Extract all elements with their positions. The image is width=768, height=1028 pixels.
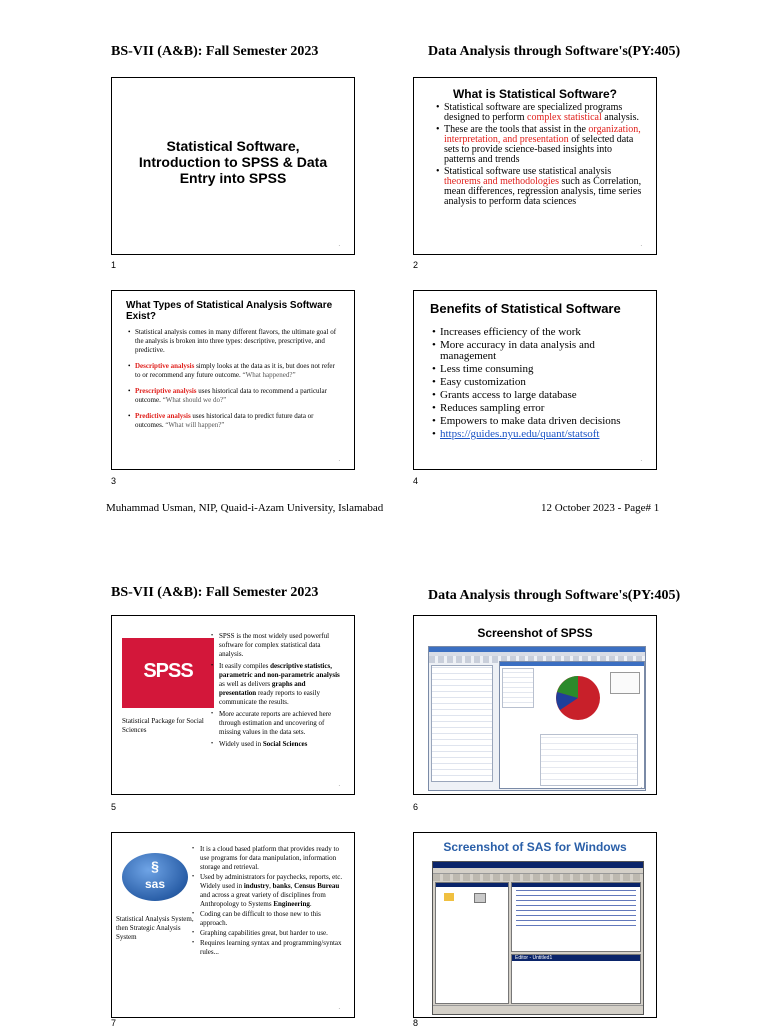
list-item: • SPSS is the most widely used powerful software for complex statistical data analysis. <box>211 632 342 659</box>
bullet-list <box>128 328 342 437</box>
slide-title: Screenshot of SAS for Windows <box>443 840 627 854</box>
header-right: Data Analysis through Software's(PY:405) <box>428 588 681 603</box>
slide-dot: . <box>338 782 340 788</box>
list-item: • These are the tools that assist in the organization, interpretation, and presentation of selected data sets to provide science-based insights into patterns and trends <box>436 125 646 165</box>
slide-dot: . <box>640 242 642 248</box>
slide-5 <box>111 615 355 795</box>
slide-number: 8 <box>413 1018 419 1028</box>
slide-1 <box>111 77 355 255</box>
list-item: • More accurate reports are achieved here through estimation and uncovering of missing values in the data sets. <box>211 710 342 737</box>
slide-dot: . <box>338 1005 340 1011</box>
sas-screenshot <box>432 861 644 1015</box>
footer-right: 12 October 2023 - Page# 1 <box>541 502 660 514</box>
footer-left: Muhammad Usman, NIP, Quaid-i-Azam University, Islamabad <box>106 502 384 514</box>
slide-8 <box>413 832 657 1018</box>
list-item: • Increases efficiency of the work <box>432 327 646 338</box>
list-item: • Requires learning syntax and programming/syntax rules... <box>192 939 344 957</box>
slide-number: 2 <box>413 260 419 270</box>
list-item: • It is a cloud based platform that provides ready to use programs for data manipulation, information storage and retrieval. <box>192 845 344 872</box>
list-item: • Statistical software are specialized programs designed to perform complex statistical analysis. <box>436 103 646 123</box>
bullet-list <box>432 327 646 442</box>
bullet-list <box>436 103 646 209</box>
bullet-list <box>211 632 342 752</box>
list-item: • Widely used in Social Sciences <box>211 740 342 749</box>
list-item: • Statistical analysis comes in many different flavors, the ultimate goal of the analysis is broken into three types: descriptive, prescriptive, and predictive. <box>128 328 342 355</box>
pie-chart-icon <box>548 670 608 726</box>
editor-titlebar: Editor - Untitled1 <box>512 955 640 961</box>
list-item: • It easily compiles descriptive statistics, parametric and non-parametric analysis as well as delivers graphs and presentation ready reports to easily communicate the results. <box>211 662 342 707</box>
list-item <box>432 429 646 440</box>
slide-title: Benefits of Statistical Software <box>430 301 621 316</box>
list-item: • Used by administrators for paychecks, reports, etc. Widely used in industry, banks, Census Bureau and across a great variety of disciplines from Anthropology to Systems Engineering. <box>192 873 344 909</box>
slide-dot: . <box>640 784 642 790</box>
list-item: • Less time consuming <box>432 364 646 375</box>
slide-number: 7 <box>111 1018 117 1028</box>
slide-4 <box>413 290 657 470</box>
list-item: • More accuracy in data analysis and management <box>432 340 646 362</box>
slide-dot: . <box>338 457 340 463</box>
header-left: BS-VII (A&B): Fall Semester 2023 <box>111 585 319 600</box>
slide-3 <box>111 290 355 470</box>
slide-number: 6 <box>413 802 419 812</box>
list-item: • Reduces sampling error <box>432 403 646 414</box>
source-link[interactable]: https://guides.nyu.edu/quant/statsoft <box>440 428 600 440</box>
header-left: BS-VII (A&B): Fall Semester 2023 <box>111 44 319 59</box>
slide-6 <box>413 615 657 795</box>
list-item: • Predictive analysis uses historical data to predict future data or outcomes. “What will happen?” <box>128 412 342 430</box>
list-item: • Graphing capabilities great, but harder to use. <box>192 929 344 938</box>
spss-screenshot <box>428 646 646 791</box>
slide-number: 5 <box>111 802 117 812</box>
slide-number: 1 <box>111 260 117 270</box>
sas-logo: § sas <box>122 853 188 901</box>
logo-caption: Statistical Package for Social Sciences <box>122 717 204 734</box>
slide-2 <box>413 77 657 255</box>
list-item: • Statistical software use statistical analysis theorems and methodologies such as Correlation, mean differences, regression analysis, time series analysis to perform data sciences <box>436 167 646 207</box>
list-item: • Grants access to large database <box>432 390 646 401</box>
slide-7 <box>111 832 355 1018</box>
list-item: • Empowers to make data driven decisions <box>432 416 646 427</box>
list-item: • Prescriptive analysis uses historical data to recommend a particular outcome. “What should we do?” <box>128 387 342 405</box>
list-item: • Easy customization <box>432 377 646 388</box>
list-item: • Coding can be difficult to those new to this approach. <box>192 910 344 928</box>
slide-title: What Types of Statistical Analysis Software Exist? <box>126 300 333 322</box>
logo-caption: Statistical Analysis System, then Strategic Analysis System <box>116 915 194 941</box>
bullet-list <box>192 845 344 958</box>
header-right: Data Analysis through Software's(PY:405) <box>428 44 681 59</box>
slide-title: Statistical Software, Introduction to SPSS & Data Entry into SPSS <box>138 138 328 186</box>
slide-number: 4 <box>413 476 419 486</box>
slide-number: 3 <box>111 476 117 486</box>
slide-title: What is Statistical Software? <box>452 87 618 101</box>
slide-title: Screenshot of SPSS <box>477 626 593 640</box>
slide-dot: . <box>640 457 642 463</box>
slide-dot: . <box>338 242 340 248</box>
spss-logo: SPSS <box>122 638 214 708</box>
list-item: • Descriptive analysis simply looks at the data as it is, but does not refer to or recommend any future outcome. “What happened?” <box>128 362 342 380</box>
